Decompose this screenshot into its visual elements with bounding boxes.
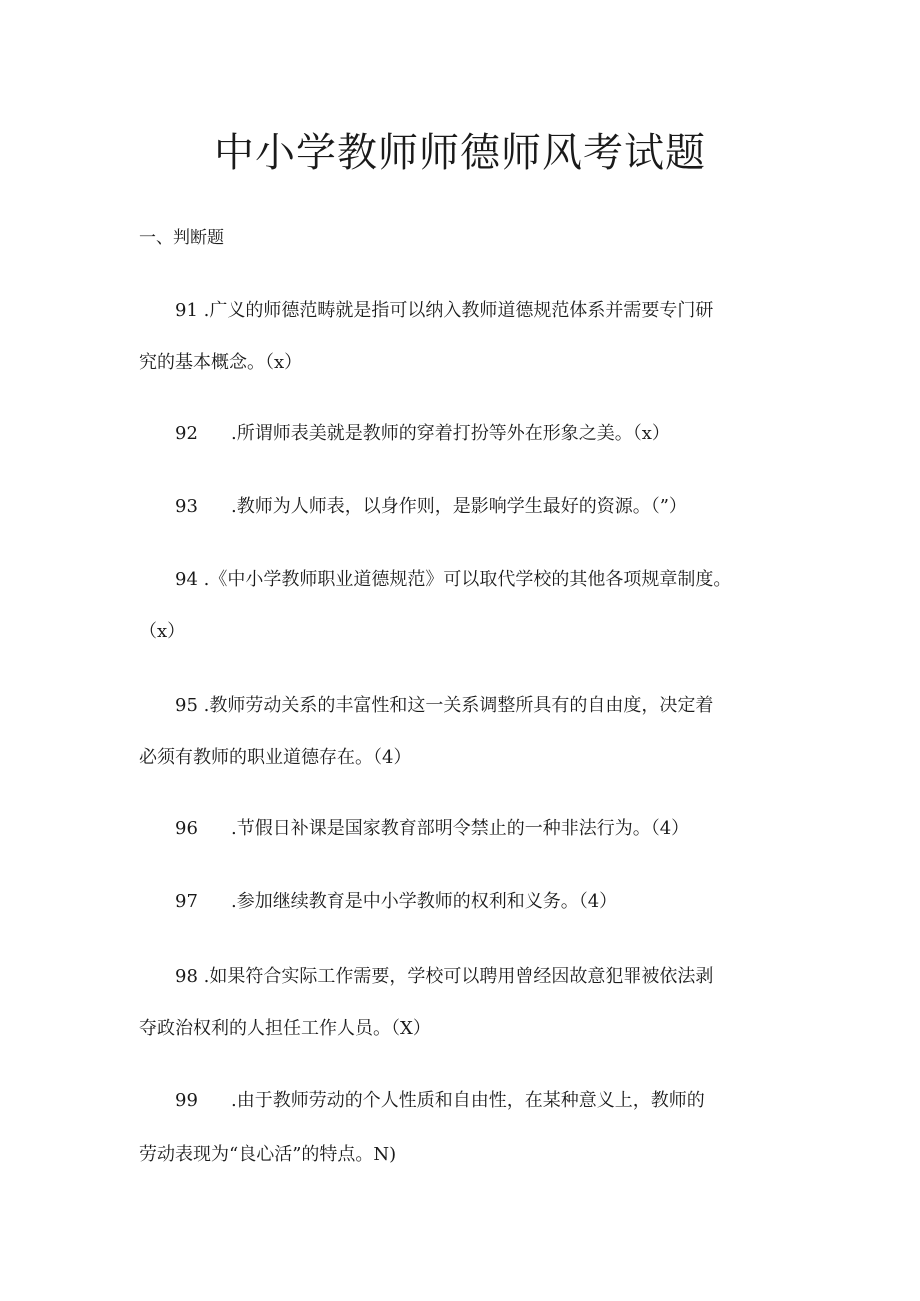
question-95	[139, 694, 789, 770]
section-heading: 一、判断题	[139, 228, 224, 248]
question-text-continued: 究的基本概念。（x）	[139, 352, 303, 373]
question-text: .《中小学教师职业道德规范》可以取代学校的其他各项规章制度。	[197, 569, 732, 590]
question-text: .由于教师劳动的个人性质和自由性，在某种意义上，教师的	[231, 1090, 705, 1111]
question-number: 92	[175, 423, 198, 444]
question-text-continued: 夺政治权利的人担任工作人员。（X）	[139, 1018, 431, 1039]
question-number: 98	[175, 966, 198, 987]
question-99	[139, 1089, 789, 1167]
question-96	[139, 817, 789, 841]
question-number: 96	[175, 818, 198, 839]
question-number: 95	[175, 695, 198, 716]
question-92	[139, 422, 789, 446]
question-text: .节假日补课是国家教育部明令禁止的一种非法行为。（4）	[231, 818, 690, 839]
question-91	[139, 299, 789, 375]
question-98	[139, 965, 789, 1041]
question-number: 93	[175, 496, 198, 517]
question-line	[139, 299, 789, 323]
question-line	[139, 568, 789, 592]
question-text: .所谓师表美就是教师的穿着打扮等外在形象之美。（x）	[231, 423, 670, 444]
question-text: .广义的师德范畴就是指可以纳入教师道德规范体系并需要专门研	[197, 300, 714, 321]
question-text-continued: （x）	[139, 621, 186, 642]
question-number: 91	[175, 300, 198, 321]
question-94	[139, 568, 789, 644]
question-line	[139, 422, 789, 446]
question-text-continued: 劳动表现为“良心活”的特点。N)	[139, 1144, 397, 1165]
question-line	[139, 890, 789, 914]
question-text: .如果符合实际工作需要，学校可以聘用曾经因故意犯罪被依法剥	[197, 966, 714, 987]
question-line	[139, 817, 789, 841]
question-text: .教师劳动关系的丰富性和这一关系调整所具有的自由度，决定着	[197, 695, 714, 716]
question-97	[139, 890, 789, 914]
question-93	[139, 495, 789, 519]
question-number: 94	[175, 569, 198, 590]
question-line	[139, 495, 789, 519]
question-number: 97	[175, 891, 198, 912]
question-text-continued: 必须有教师的职业道德存在。（4）	[139, 747, 412, 768]
question-line	[139, 965, 789, 989]
document-title: 中小学教师师德师风考试题	[214, 130, 706, 176]
question-number: 99	[175, 1090, 198, 1111]
question-line	[139, 1089, 789, 1113]
question-text: .参加继续教育是中小学教师的权利和义务。（4）	[231, 891, 618, 912]
question-line	[139, 694, 789, 718]
question-text: .教师为人师表，以身作则，是影响学生最好的资源。（”）	[231, 496, 687, 517]
